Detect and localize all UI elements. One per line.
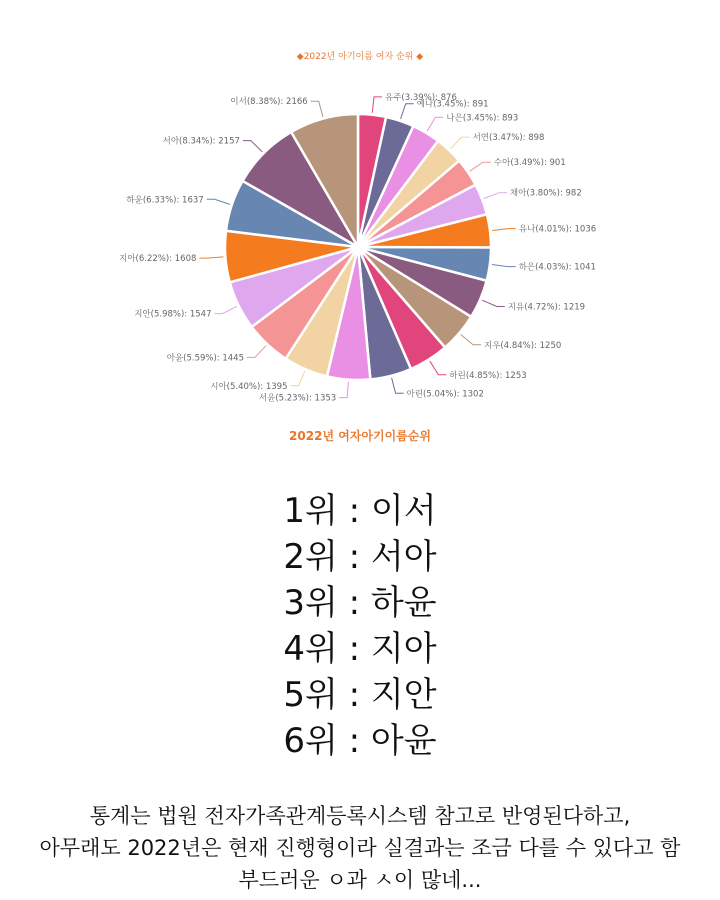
leader-line-4 (451, 137, 470, 149)
slice-label-20: 이서(8.38%): 2166 (230, 97, 308, 108)
slice-label-10: 지우(4.84%): 1250 (484, 340, 562, 351)
slice-label-3: 나은(3.45%): 893 (446, 113, 519, 124)
slice-label-8: 하은(4.03%): 1041 (518, 262, 596, 273)
leader-line-3 (427, 117, 443, 131)
note-text (0, 800, 720, 896)
slice-label-5: 수아(3.49%): 901 (493, 158, 566, 169)
leader-line-8 (492, 265, 516, 267)
rank-item-5: 5위 : 지안 (283, 675, 437, 715)
slice-label-14: 시아(5.40%): 1395 (210, 381, 288, 392)
rank-item-2: 2위 : 서아 (283, 537, 437, 577)
rank-item-6: 6위 : 아윤 (283, 721, 437, 761)
leader-line-1 (372, 97, 382, 113)
chart-title: ◆2022년 아기이름 여자 순위 ◆ (296, 52, 424, 62)
slice-label-19: 서아(8.34%): 2157 (162, 136, 240, 147)
slice-label-4: 서연(3.47%): 898 (472, 133, 545, 144)
leader-line-10 (461, 335, 481, 345)
leader-line-20 (311, 101, 323, 117)
leader-line-7 (492, 229, 516, 231)
slice-label-7: 유나(4.01%): 1036 (518, 224, 597, 235)
slice-label-17: 지아(6.22%): 1608 (119, 254, 197, 265)
ranking-list (0, 488, 720, 764)
leader-line-2 (401, 104, 414, 119)
leader-line-12 (392, 378, 404, 394)
note-line-1: 통계는 법원 전자가족관계등록시스템 참고로 반영된다하고, (89, 804, 631, 828)
slice-label-2: 예나(3.45%): 891 (416, 99, 489, 110)
slice-label-9: 지유(4.72%): 1219 (507, 302, 586, 313)
slice-label-13: 서윤(5.23%): 1353 (258, 393, 337, 404)
rank-item-1: 1위 : 이서 (283, 491, 437, 531)
leader-line-17 (199, 257, 223, 258)
leader-line-9 (482, 300, 505, 306)
leader-line-16 (215, 307, 237, 314)
note-line-2: 아무래도 2022년은 현재 진행형이라 실결과는 조금 다를 수 있다고 함 (39, 836, 681, 860)
slice-label-6: 채아(3.80%): 982 (509, 188, 582, 199)
slice-label-1: 유주(3.39%): 876 (385, 92, 457, 103)
leader-line-11 (430, 361, 447, 375)
slice-label-16: 지안(5.98%): 1547 (134, 309, 212, 320)
leader-line-15 (247, 346, 266, 358)
note-line-3: 부드러운 ㅇ과 ㅅ이 많네... (238, 868, 482, 892)
slice-label-18: 하윤(6.33%): 1637 (126, 195, 204, 206)
leader-line-19 (243, 141, 262, 152)
slice-label-15: 아윤(5.59%): 1445 (166, 353, 244, 364)
leader-line-13 (339, 382, 348, 398)
chart-caption: 2022년 여자아기이름순위 (289, 429, 431, 443)
rank-item-4: 4위 : 지아 (283, 629, 437, 669)
leader-line-6 (484, 193, 507, 199)
leader-line-5 (470, 162, 491, 171)
leader-line-14 (291, 371, 305, 386)
slice-label-11: 하린(4.85%): 1253 (449, 370, 527, 381)
leader-line-18 (207, 199, 230, 204)
rank-item-3: 3위 : 하윤 (283, 583, 437, 623)
slice-label-12: 아린(5.04%): 1302 (406, 389, 484, 400)
